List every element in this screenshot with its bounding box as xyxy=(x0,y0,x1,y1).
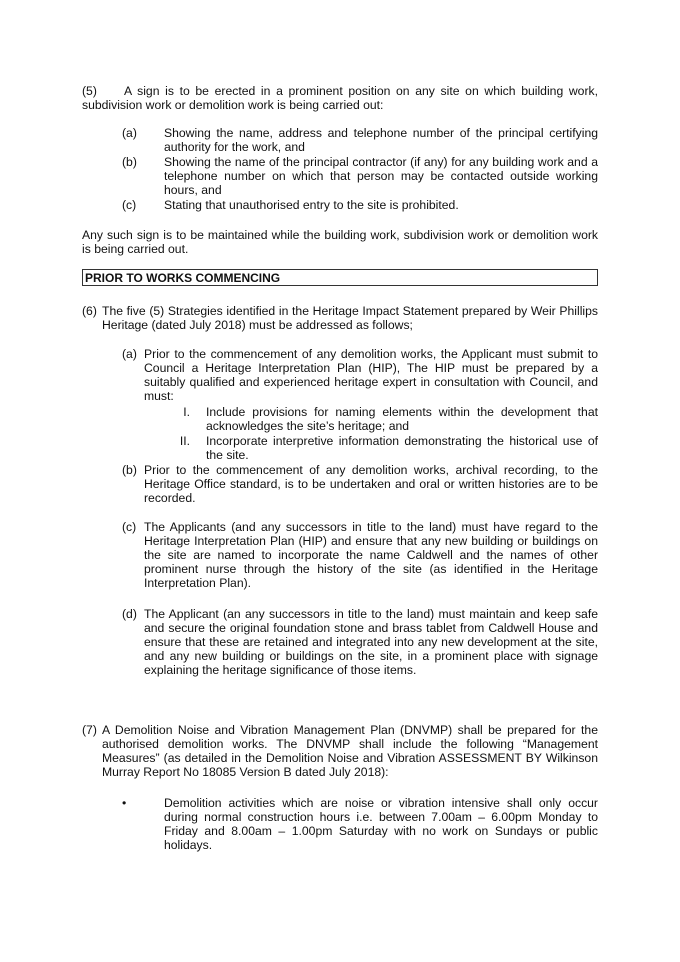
clause-6-item-d-text: The Applicant (an any successors in title to the land) must maintain and keep safe and secure the original foundation stone and brass tablet from Caldwell House and ensure that these are retained and integrated into any new development at the site, and any new building or buildings on the site, in a prominent place with signage explaining the heritage significance of those items. xyxy=(144,607,598,677)
clause-5-item-a-text: Showing the name, address and telephone number of the principal certifying authority for the work, and xyxy=(164,126,598,154)
clause-6-subitem-2-text: Incorporate interpretive information demonstrating the historical use of the site. xyxy=(206,434,598,462)
clause-6-item-a-text: Prior to the commencement of any demolition works, the Applicant must submit to Council a Heritage Interpretation Plan (HIP), The HIP must be prepared by a suitably qualified and experienced heritage expert in consultation with Council, and must: xyxy=(144,347,598,403)
section-heading: PRIOR TO WORKS COMMENCING xyxy=(85,271,281,285)
clause-5-footer: Any such sign is to be maintained while the building work, subdivision work or demolition work is being carried out. xyxy=(82,228,598,256)
clause-7-bullet: • xyxy=(122,796,127,810)
clause-7-number: (7) xyxy=(82,723,97,737)
clause-6-item-b-label: (b) xyxy=(122,463,137,477)
clause-6-subitem-1-text: Include provisions for naming elements within the development that acknowledges the site’s heritage; and xyxy=(206,405,598,433)
clause-6-text: The five (5) Strategies identified in the Heritage Impact Statement prepared by Weir Phillips Heritage (dated July 2018) must be addressed as follows; xyxy=(102,304,598,332)
clause-5-item-a-label: (a) xyxy=(122,126,137,140)
clause-5-item-c-label: (c) xyxy=(122,198,137,212)
clause-6-subitem-1-label: I. xyxy=(183,405,190,419)
clause-6-subitem-2-label: II. xyxy=(179,434,190,448)
clause-6-item-a-label: (a) xyxy=(122,347,137,361)
clause-5-number: (5) xyxy=(82,84,97,98)
clause-7-text: A Demolition Noise and Vibration Management Plan (DNVMP) shall be prepared for the authorised demolition works. The DNVMP shall include the following “Management Measures” (as detailed in the Demolition Noise and Vibration ASSESSMENT BY Wilkinson Murray Report No 18085 Version B dated July 2018): xyxy=(102,723,598,779)
clause-6-number: (6) xyxy=(82,304,97,318)
section-heading-box xyxy=(82,269,598,286)
clause-6-item-c-label: (c) xyxy=(122,520,137,534)
clause-6-item-c-text: The Applicants (and any successors in title to the land) must have regard to the Heritage Interpretation Plan (HIP) and ensure that any new building or buildings on the site are named to incorporate the name Caldwell and the names of other prominent nurse through the history of the site (as identified in the Heritage Interpretation Plan). xyxy=(144,520,598,590)
clause-5-item-b-text: Showing the name of the principal contractor (if any) for any building work and a telephone number on which that person may be contacted outside working hours, and xyxy=(164,155,598,197)
clause-5-text xyxy=(82,84,598,112)
clause-5-text-body: A sign is to be erected in a prominent position on any site on which building work, subdivision work or demolition work is being carried out: xyxy=(82,84,598,112)
clause-7-bullet-text: Demolition activities which are noise or vibration intensive shall only occur during normal construction hours i.e. between 7.00am – 6.00pm Monday to Friday and 8.00am – 1.00pm Saturday with no work on Sundays or public holidays. xyxy=(164,796,598,852)
clause-5-item-c-text: Stating that unauthorised entry to the site is prohibited. xyxy=(164,198,459,212)
clause-6-item-b-text: Prior to the commencement of any demolition works, archival recording, to the Heritage Office standard, is to be undertaken and oral or written histories are to be recorded. xyxy=(144,463,598,505)
clause-6-item-d-label: (d) xyxy=(122,607,137,621)
clause-5-item-b-label: (b) xyxy=(122,155,137,169)
